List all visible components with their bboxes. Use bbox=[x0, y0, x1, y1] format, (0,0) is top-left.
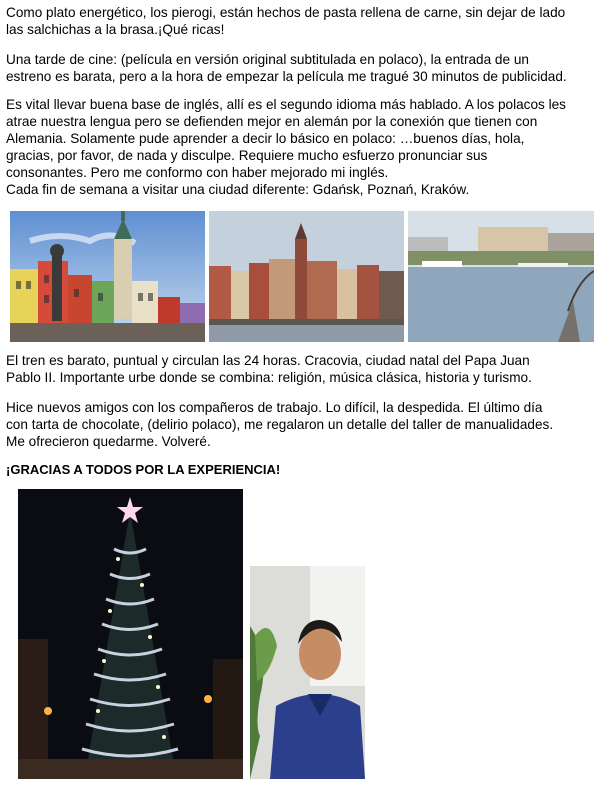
photo-selfie bbox=[250, 566, 365, 779]
paragraph-language: Es vital llevar buena base de inglés, allí es el segundo idioma más hablado. A los polacos les atrae nuestra lengua pero se defienden mejor en alemán por la conexión que tienen con Alemania. Solamente pude aprender a decir lo básico en polaco: …buenos días, hola, gracias, por favor, de nada y disculpe. Requiere mucho esfuerzo pronunciar sus consonantes. Pero me conformo con haber mejorado mi inglés. Cada fin de semana a visitar una ciudad diferente: Gdańsk, Poznań, Kraków. bbox=[6, 97, 566, 197]
photo-christmas-tree bbox=[18, 489, 243, 779]
thanks-heading: ¡GRACIAS A TODOS POR LA EXPERIENCIA! bbox=[6, 462, 281, 477]
paragraph-friends: Hice nuevos amigos con los compañeros de trabajo. Lo difícil, la despedida. El último día con tarta de chocolate, (delirio polaco), me regalaron un detalle del taller de manualidades. Me ofrecieron quedarme. Volveré. bbox=[6, 400, 554, 449]
paragraph-train: El tren es barato, puntual y circulan las 24 horas. Cracovia, ciudad natal del Papa Juan Pablo II. Importante urbe donde se combina: religión, música clásica, historia y turismo. bbox=[6, 353, 532, 385]
paragraph-cinema: Una tarde de cine: (película en versión original subtitulada en polaco), la entrada de un estreno es barata, pero a la hora de empezar la película me tragué 30 minutos de publicidad. bbox=[6, 52, 567, 84]
paragraph-food: Como plato energético, los pierogi, están hechos de pasta rellena de carne, sin dejar de lado las salchichas a la brasa.¡Qué ricas! bbox=[6, 5, 566, 37]
photo-gdansk-river bbox=[209, 211, 404, 342]
photo-poznan-square bbox=[10, 211, 205, 342]
photo-krakow-river bbox=[408, 211, 594, 342]
